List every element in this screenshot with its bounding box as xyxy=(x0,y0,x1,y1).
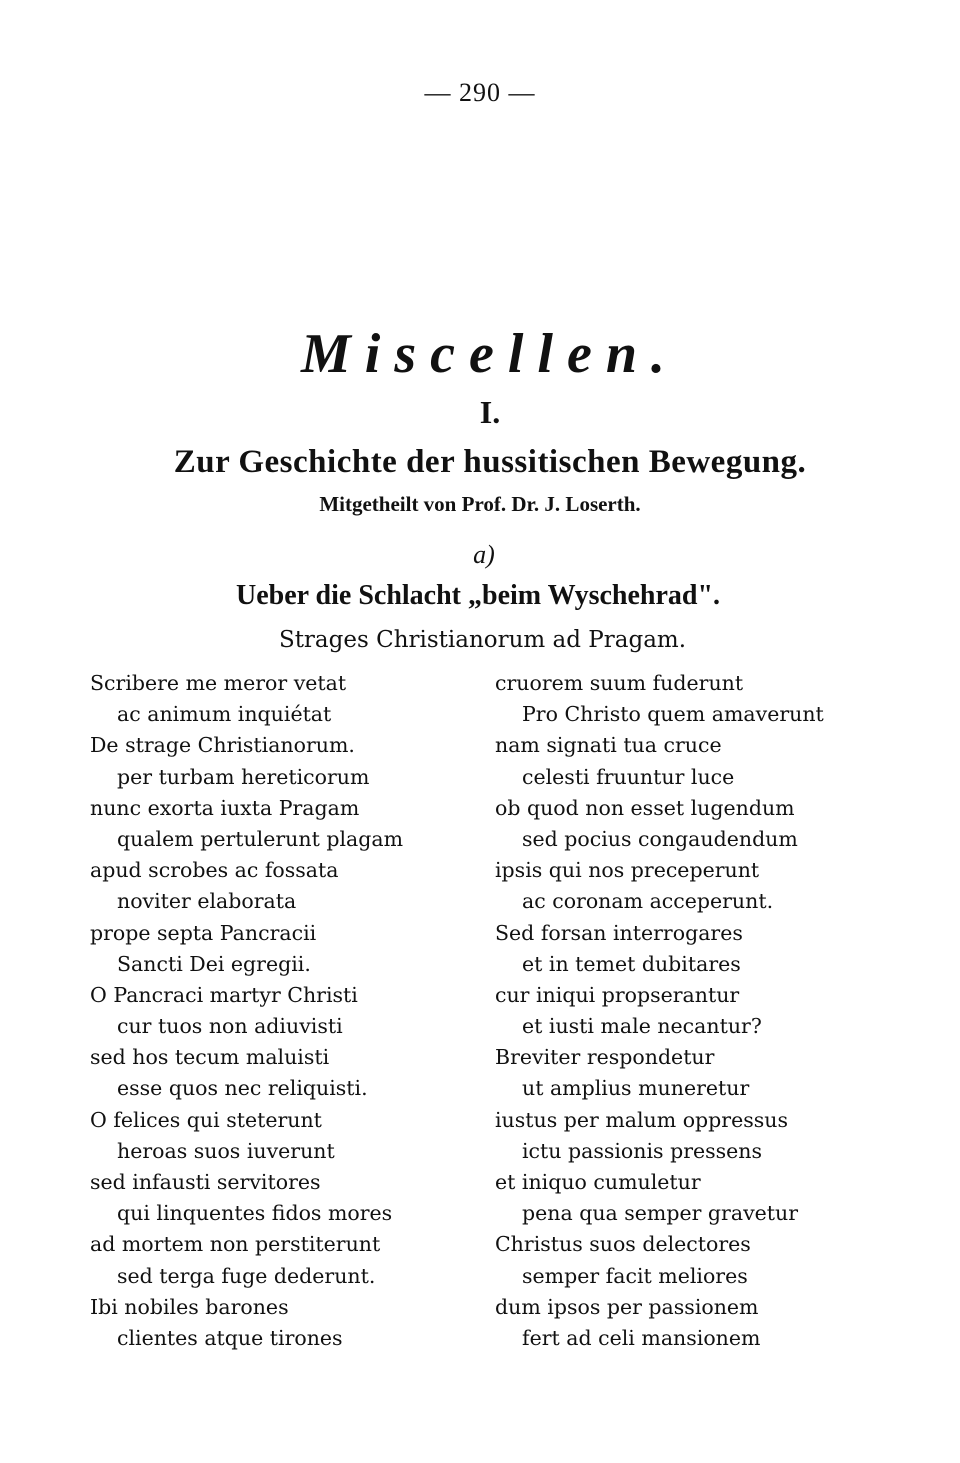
article-title: Zur Geschichte der hussitischen Bewegung. xyxy=(173,444,807,480)
poem-line: et iusti male necantur? xyxy=(522,1014,762,1039)
poem-line: De strage Christianorum. xyxy=(90,733,355,758)
poem-line: O Pancraci martyr Christi xyxy=(90,982,358,1007)
poem-line: Breviter respondetur xyxy=(495,1045,715,1070)
poem-line: celesti fruuntur luce xyxy=(522,764,735,789)
poem-line: sed infausti servitores xyxy=(90,1170,321,1194)
subsection-label: a) xyxy=(473,540,495,569)
poem-line: Scribere me meror vetat xyxy=(90,671,347,695)
poem-line: dum ipsos per passionem xyxy=(495,1294,759,1319)
poem-line: semper facit meliores xyxy=(522,1263,748,1288)
poem-column-right xyxy=(495,668,915,1354)
poem-line: et iniquo cumuletur xyxy=(495,1170,701,1194)
poem-line: Ibi nobiles barones xyxy=(90,1294,289,1319)
poem-line: noviter elaborata xyxy=(117,889,297,914)
poem-line: Pro Christo quem amaverunt xyxy=(522,702,824,727)
poem-line: Sed forsan interrogares xyxy=(495,920,743,945)
section-number: I. xyxy=(479,394,501,430)
poem-title: Strages Christianorum ad Pragam. xyxy=(278,627,687,653)
poem-line: ac coronam acceperunt. xyxy=(522,889,774,914)
poem-line: heroas suos iuverunt xyxy=(117,1138,335,1163)
poem-line: Christus suos delectores xyxy=(495,1232,751,1257)
poem-line: prope septa Pancracii xyxy=(90,920,317,945)
poem-line: cruorem suum fuderunt xyxy=(495,671,744,695)
poem-line: ob quod non esset lugendum xyxy=(495,795,795,820)
poem-line: nam signati tua cruce xyxy=(495,733,722,758)
poem-line: sed hos tecum maluisti xyxy=(90,1045,330,1070)
page-number: — 290 — xyxy=(424,78,536,107)
poem-line: Sancti Dei egregii. xyxy=(117,951,311,976)
poem-column-left xyxy=(90,668,470,1354)
poem-line: per turbam hereticorum xyxy=(117,764,370,789)
section-heading: Miscellen. xyxy=(301,323,679,385)
author-byline: Mitgetheilt von Prof. Dr. J. Loserth. xyxy=(319,492,641,516)
poem-line: pena qua semper gravetur xyxy=(522,1201,799,1226)
poem-line: ac animum inquiétat xyxy=(117,702,332,727)
subsection-title: Ueber die Schlacht „beim Wyschehrad". xyxy=(235,580,721,611)
poem-line: nunc exorta iuxta Pragam xyxy=(90,795,360,820)
poem-line: ut amplius muneretur xyxy=(522,1076,750,1101)
poem-line: qualem pertulerunt plagam xyxy=(117,826,404,851)
poem-line: qui linquentes fidos mores xyxy=(117,1201,393,1226)
poem-line: iustus per malum oppressus xyxy=(495,1107,788,1132)
poem-line: esse quos nec reliquisti. xyxy=(117,1076,368,1101)
poem-line: et in temet dubitares xyxy=(522,951,741,976)
poem-line: ictu passionis pressens xyxy=(522,1138,763,1163)
poem-line: sed pocius congaudendum xyxy=(522,826,798,851)
poem-line: apud scrobes ac fossata xyxy=(90,858,339,883)
poem-line: ad mortem non perstiterunt xyxy=(90,1232,381,1257)
poem-line: cur iniqui propserantur xyxy=(495,982,740,1007)
poem-line: clientes atque tirones xyxy=(117,1325,343,1350)
poem-line: O felices qui steterunt xyxy=(90,1107,322,1132)
poem-line: cur tuos non adiuvisti xyxy=(117,1014,343,1039)
poem-line: sed terga fuge dederunt. xyxy=(117,1263,376,1288)
poem-line: ipsis qui nos preceperunt xyxy=(495,858,760,883)
poem-line: fert ad celi mansionem xyxy=(522,1325,761,1350)
